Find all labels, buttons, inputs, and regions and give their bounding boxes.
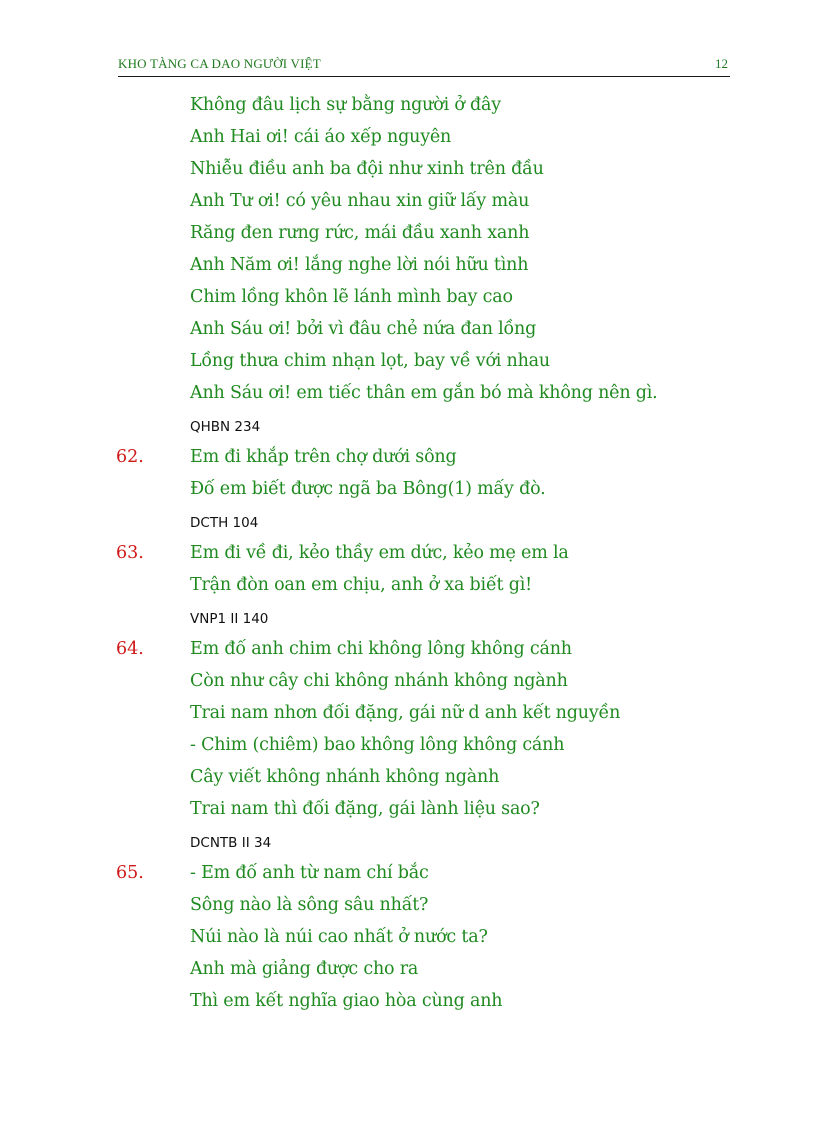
source-row [0, 506, 816, 538]
source-row [0, 826, 816, 858]
verse-line: Sông nào là sông sâu nhất? [190, 895, 429, 915]
verse-line: Đố em biết được ngã ba Bông(1) mấy đò. [190, 479, 546, 499]
verse-line-row [0, 570, 816, 602]
verse-line: Anh Sáu ơi! em tiếc thân em gắn bó mà không nên gì. [190, 383, 658, 403]
page-number: 12 [715, 56, 728, 71]
verse-line: Anh Năm ơi! lắng nghe lời nói hữu tình [190, 255, 529, 275]
verse-line: Trai nam nhơn đối đặng, gái nữ d anh kết nguyền [190, 703, 621, 723]
verse-line-row [0, 90, 816, 122]
verse-line: Còn như cây chi không nhánh không ngành [190, 671, 568, 691]
verse-line-row [0, 666, 816, 698]
verse-line: Không đâu lịch sự bằng người ở đây [190, 95, 501, 115]
verse-line: Nhiễu điều anh ba đội như xinh trên đầu [190, 159, 544, 179]
source-reference: VNP1 II 140 [190, 611, 269, 627]
verse-line-row [0, 890, 816, 922]
verse-line: Răng đen rưng rức, mái đầu xanh xanh [190, 223, 530, 243]
verse-number: 64. [116, 639, 144, 659]
book-title: KHO TÀNG CA DAO NGƯỜI VIỆT [118, 56, 321, 71]
verse-line-row [0, 538, 816, 570]
verse-line-row [0, 698, 816, 730]
verse-line-row [0, 442, 816, 474]
verse-line-row [0, 346, 816, 378]
verse-line: Anh mà giảng được cho ra [190, 959, 419, 979]
verse-line: Em đố anh chim chi không lông không cánh [190, 639, 572, 659]
verse-line-row [0, 986, 816, 1018]
verse-line: Em đi khắp trên chợ dưới sông [190, 447, 457, 467]
verse-line: Thì em kết nghĩa giao hòa cùng anh [190, 991, 503, 1011]
verse-line: - Chim (chiêm) bao không lông không cánh [190, 735, 565, 755]
verse-number: 62. [116, 447, 144, 467]
verse-line: Em đi về đi, kẻo thầy em dức, kẻo mẹ em la [190, 543, 569, 563]
verse-line-row [0, 634, 816, 666]
verse-line: Trai nam thì đối đặng, gái lành liệu sao? [190, 799, 540, 819]
verse-line: Trận đòn oan em chịu, anh ở xa biết gì! [190, 575, 532, 595]
source-row [0, 602, 816, 634]
verse-line-row [0, 730, 816, 762]
verse-line-row [0, 282, 816, 314]
verse-line: Chim lồng khôn lẽ lánh mình bay cao [190, 287, 513, 307]
page-header [118, 56, 730, 77]
verse-line-row [0, 954, 816, 986]
verse-line: Cây viết không nhánh không ngành [190, 767, 500, 787]
source-reference: QHBN 234 [190, 419, 261, 435]
verse-line-row [0, 474, 816, 506]
verse-line-row [0, 122, 816, 154]
verse-line-row [0, 858, 816, 890]
verse-line-row [0, 922, 816, 954]
verse-line-row [0, 218, 816, 250]
verse-line: - Em đố anh từ nam chí bắc [190, 863, 429, 883]
verse-line-row [0, 154, 816, 186]
verse-number: 63. [116, 543, 144, 563]
verse-line-row [0, 762, 816, 794]
verse-line-row [0, 250, 816, 282]
source-reference: DCTH 104 [190, 515, 259, 531]
verse-line: Núi nào là núi cao nhất ở nước ta? [190, 927, 488, 947]
source-reference: DCNTB II 34 [190, 835, 272, 851]
verse-line-row [0, 314, 816, 346]
verse-line: Anh Sáu ơi! bởi vì đâu chẻ nứa đan lồng [190, 319, 537, 339]
verse-line: Lồng thưa chim nhạn lọt, bay về với nhau [190, 351, 550, 371]
verse-line-row [0, 186, 816, 218]
poem-content [0, 90, 816, 1018]
source-row [0, 410, 816, 442]
verse-number: 65. [116, 863, 144, 883]
verse-line-row [0, 378, 816, 410]
verse-line: Anh Hai ơi! cái áo xếp nguyên [190, 127, 452, 147]
verse-line: Anh Tư ơi! có yêu nhau xin giữ lấy màu [190, 191, 530, 211]
verse-line-row [0, 794, 816, 826]
